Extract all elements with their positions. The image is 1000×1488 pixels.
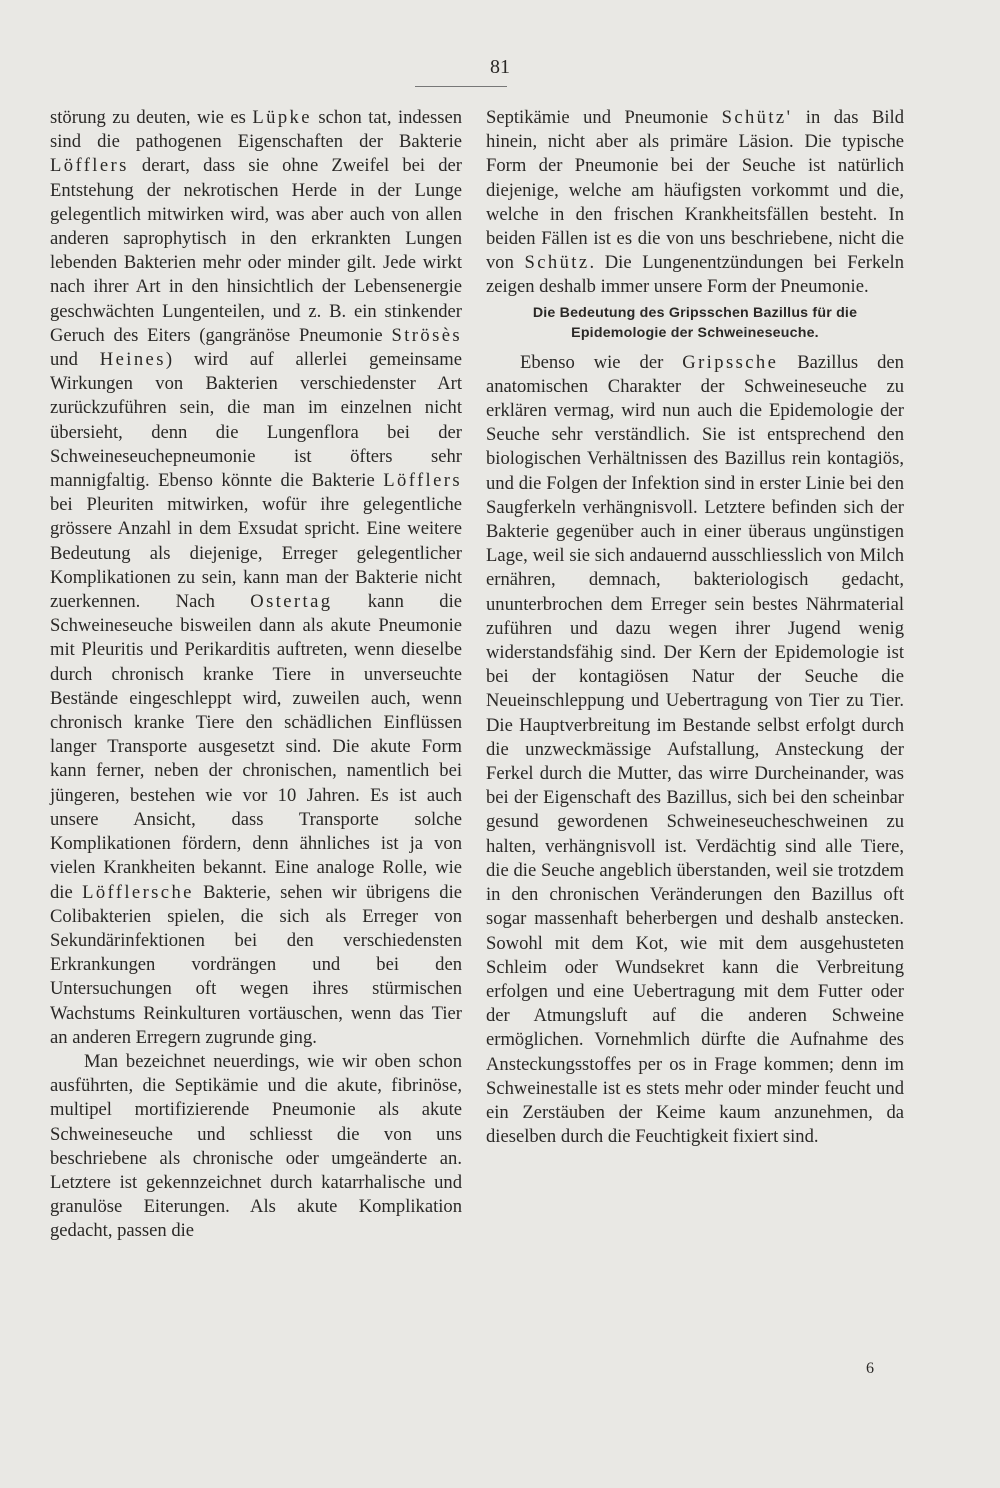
- author-name: Löfflers: [383, 470, 462, 492]
- text-run: störung zu deuten, wie es: [50, 107, 253, 128]
- text-run: Bakterie, sehen wir übrigens die Colibakterien spielen, die sich als Erreger von Sekundärinfektionen bei den verschiedensten Erkrankungen vordrängen und bei den Untersuchungen oft wegen ihres stürmischen Wachstums Reinkulturen vortäuschen, wenn das Tier an anderen Erregern zugrunde ging.: [50, 881, 462, 1048]
- right-column: [486, 106, 904, 1149]
- sheet-signature: 6: [866, 1360, 874, 1377]
- author-name: Gripssche: [682, 351, 779, 373]
- author-name: Heines: [99, 349, 166, 371]
- left-column: [50, 106, 462, 1244]
- page-number: 81: [490, 56, 510, 78]
- author-name: Ostertag: [250, 591, 333, 613]
- author-name: Löfflers: [50, 155, 129, 177]
- text-run: Septikämie und Pneumonie: [486, 107, 722, 128]
- text-run: schon tat, indessen sind die pathogenen Eigenschaften der Bakterie: [50, 107, 463, 153]
- text-run: bei Pleuriten mitwirken, wofür ihre gelegentliche grössere Anzahl in dem Exsudat spricht. Eine weitere Bedeutung als diejenige, Erreger gelegentlicher Komplikationen zu sein, kann man der Bakterie nicht zuerkennen. Nach: [50, 494, 462, 613]
- right-paragraph-2: [486, 351, 904, 1150]
- author-name: Löfflersche: [82, 881, 194, 903]
- right-paragraph-1: [486, 106, 904, 300]
- text-run: und: [50, 349, 100, 371]
- author-name: Lüpke: [252, 107, 312, 128]
- left-paragraph-2: Man bezeichnet neuerdings, wie wir oben schon ausführten, die Septikämie und die akute, fibrinöse, multipel mortifizierende Pneumonie als akute Schweineseuche und schliesst die von uns beschriebene als chronische oder umgeänderte an. Letztere ist gekennzeichnet durch katarrhalische und granulöse Eiterungen. Als akute Komplikation gedacht, passen die: [50, 1050, 462, 1242]
- text-run: in das Bild hinein, nicht aber als primäre Läsion. Die typische Form der Pneumonie bei der Seuche ist natürlich diejenige, welche am häufigsten vorkommt und die, welche in den frischen Krankheitsfällen besteht. In beiden Fällen ist es die von uns beschriebene, nicht die von: [486, 107, 904, 274]
- left-paragraph-1: [50, 106, 462, 1050]
- author-name: Strösès: [391, 324, 462, 346]
- text-run: . Die Lungenentzündungen bei Ferkeln zeigen deshalb immer unsere Form der Pneumonie.: [486, 252, 905, 298]
- text-run: kann die Schweineseuche bisweilen dann als akute Pneumonie mit Pleuritis und Perikarditis auftreten, wenn dieselbe durch chronisch kranke Tiere in unverseuchte Bestände eingeschleppt wird, zuweilen auch, wenn chronisch kranke Tiere den schädlichen Einflüssen langer Transporte ausgesetzt sind. Die akute Form kann ferner, neben der chronischen, namentlich bei jüngeren, bestehen wie vor 10 Jahren. Es ist auch unsere Ansicht, dass Transporte solche Komplikationen fördern, denn ähnliches ist ja von vielen Krankheiten bekannt. Eine analoge Rolle, wie die: [50, 591, 462, 903]
- text-run: Ebenso wie der: [520, 351, 683, 373]
- text-run: Bazillus den anatomischen Charakter der Schweineseuche zu erklären vermag, wird nun auch die Epidemologie der Seuche sehr verständlich. Sie ist entsprechend den biologischen Verhältnissen des Bazillus rein kontagiös, und die Folgen der Infektion sind in erster Linie bei den Saugferkeln verhängnisvoll. Letztere befinden sich der Bakterie gegenüber auch in einer überaus ungünstigen Lage, weil sie sich andauernd ausschliesslich von Milch ernähren, demnach, bakteriologisch gedacht, ununterbrochen dem Erreger sein bestes Nährmaterial zuführen und dazu wegen ihrer Jugend wenig widerstandsfähig sind. Der Kern der Epidemologie ist bei der kontagiösen Natur der Seuche die Neueinschleppung und Uebertragung von Tier zu Tier. Die Hauptverbreitung im Bestande selbst erfolgt durch die unzweckmässige Aufstallung, Ansteckung der Ferkel durch die Mutter, das wirre Durcheinander, was bei der Eigenschaft des Bazillus, sich bei den scheinbar gesund gewordenen Schweineseucheschweinen zu halten, verhängnisvoll ist. Verdächtig sind alle Tiere, die die Seuche angeblich überstanden, weil sie trotzdem in den chronischen Veränderungen den Bazillus oft sogar massenhaft beherbergen und deshalb anstecken. Sowohl mit dem Kot, wie mit dem ausgehusteten Schleim oder Wundsekret kann die Verbreitung erfolgen und eine Uebertragung mit dem Futter oder der Atmungsluft auf die anderen Schweine ermöglichen. Vornehmlich dürfte die Aufnahme des Ansteckungsstoffes per os in Frage kommen; denn im Schweinestalle ist es stets mehr oder minder feucht und ein Zerstäuben der Keime kaum anzunehmen, da dieselben durch die Feuchtigkeit fixiert sind.: [486, 351, 904, 1148]
- author-name: Schütz': [721, 107, 793, 128]
- text-run: ) wird auf allerlei gemeinsame Wirkungen von Bakterien verschiedenster Art zurückzuführen sein, die man im einzelnen nicht übersieht, denn die Lungenflora bei der Schweineseuchepneumonie ist öfters sehr mannigfaltig. Ebenso könnte die Bakterie: [50, 349, 462, 492]
- text-run: derart, dass sie ohne Zweifel bei der Entstehung der nekrotischen Herde in der Lunge gelegentlich mitwirken wird, was aber auch von allen anderen saprophytisch in den erkrankten Lungen lebenden Bakterien mehr oder minder gilt. Jede wirkt nach ihrer Art in den hinsichtlich der Lebensenergie geschwächten Lungenteilen, und z. B. ein stinkender Geruch des Eiters (gangränöse Pneumonie: [50, 155, 462, 346]
- section-heading: Die Bedeutung des Gripsschen Bazillus für die Epidemologie der Schweineseuche.: [532, 304, 858, 341]
- author-name: Schütz: [524, 252, 590, 274]
- header-rule: [415, 86, 507, 87]
